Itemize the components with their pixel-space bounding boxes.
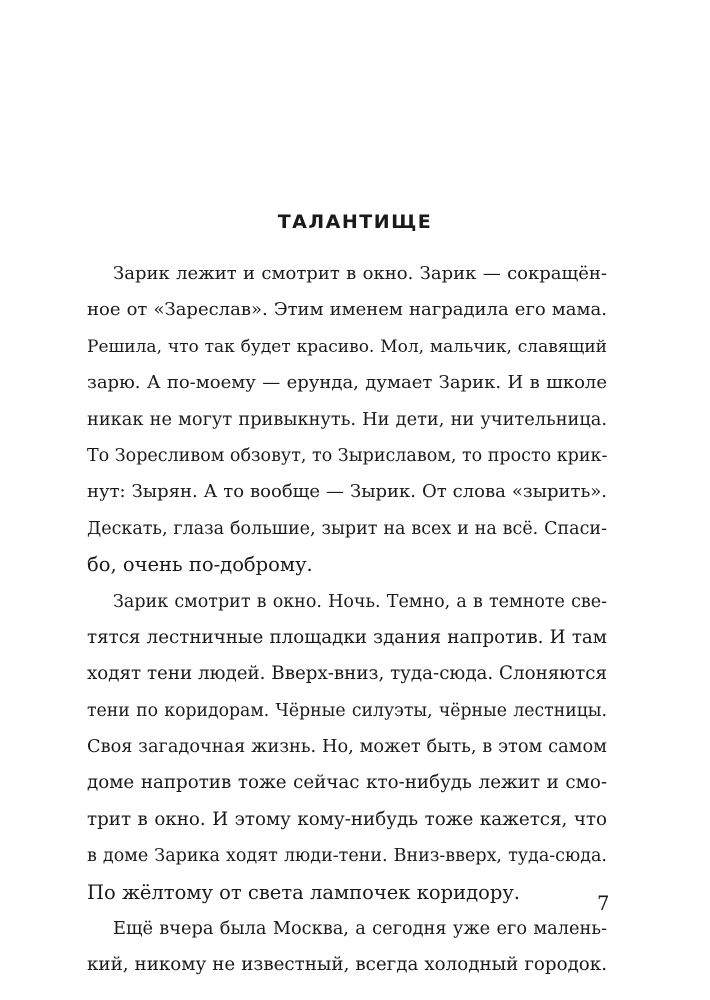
text-line: нут: Зырян. А то вообще — Зырик. От слова «зырить».	[87, 481, 607, 503]
text-line: ное от «Зареслав». Этим именем наградила его мама.	[87, 299, 607, 321]
text-line: Дескать, глаза большие, зырит на всех и на всё. Спаси-	[87, 518, 607, 539]
text-line: То Зоресливом обзовут, то Зыриславом, то просто крик-	[87, 445, 608, 466]
text-line: бо, очень по-доброму.	[87, 553, 313, 577]
text-line: тятся лестничные площадки здания напротив. И там	[87, 626, 607, 648]
text-line: Решила, что так будет красиво. Мол, мальчик, славящий	[87, 336, 607, 357]
text-line: Ещё вчера была Москва, а сегодня уже его малень-	[113, 919, 607, 940]
text-line: Зарик смотрит в окно. Ночь. Темно, а в темноте све-	[113, 591, 607, 612]
text-line: в доме Зарика ходят люди-тени. Вниз-вверх, туда-сюда.	[87, 846, 607, 867]
text-line: По жёлтому от света лампочек коридору.	[87, 880, 520, 904]
text-line: никак не могут привыкнуть. Ни дети, ни учительница.	[87, 409, 607, 430]
text-line: доме напротив тоже сейчас кто-нибудь лежит и смо-	[87, 772, 607, 794]
text-line: Зарик лежит и смотрит в окно. Зарик — сокращён-	[113, 263, 607, 284]
text-line: Своя загадочная жизнь. Но, может быть, в этом самом	[87, 737, 607, 758]
text-line: ходят тени людей. Вверх-вниз, туда-сюда. Слоняются	[87, 663, 607, 685]
text-line: зарю. А по-моему — ерунда, думает Зарик. И в школе	[87, 372, 607, 394]
text-line: тени по коридорам. Чёрные силуэты, чёрные лестницы.	[87, 700, 607, 721]
page-number: 7	[597, 892, 610, 915]
text-line: трит в окно. И этому кому-нибудь тоже кажется, что	[87, 808, 607, 830]
text-line: кий, никому не известный, всегда холодный городок.	[87, 954, 607, 976]
chapter-title: ТАЛАНТИЩЕ	[277, 211, 433, 233]
body-text	[87, 256, 610, 984]
